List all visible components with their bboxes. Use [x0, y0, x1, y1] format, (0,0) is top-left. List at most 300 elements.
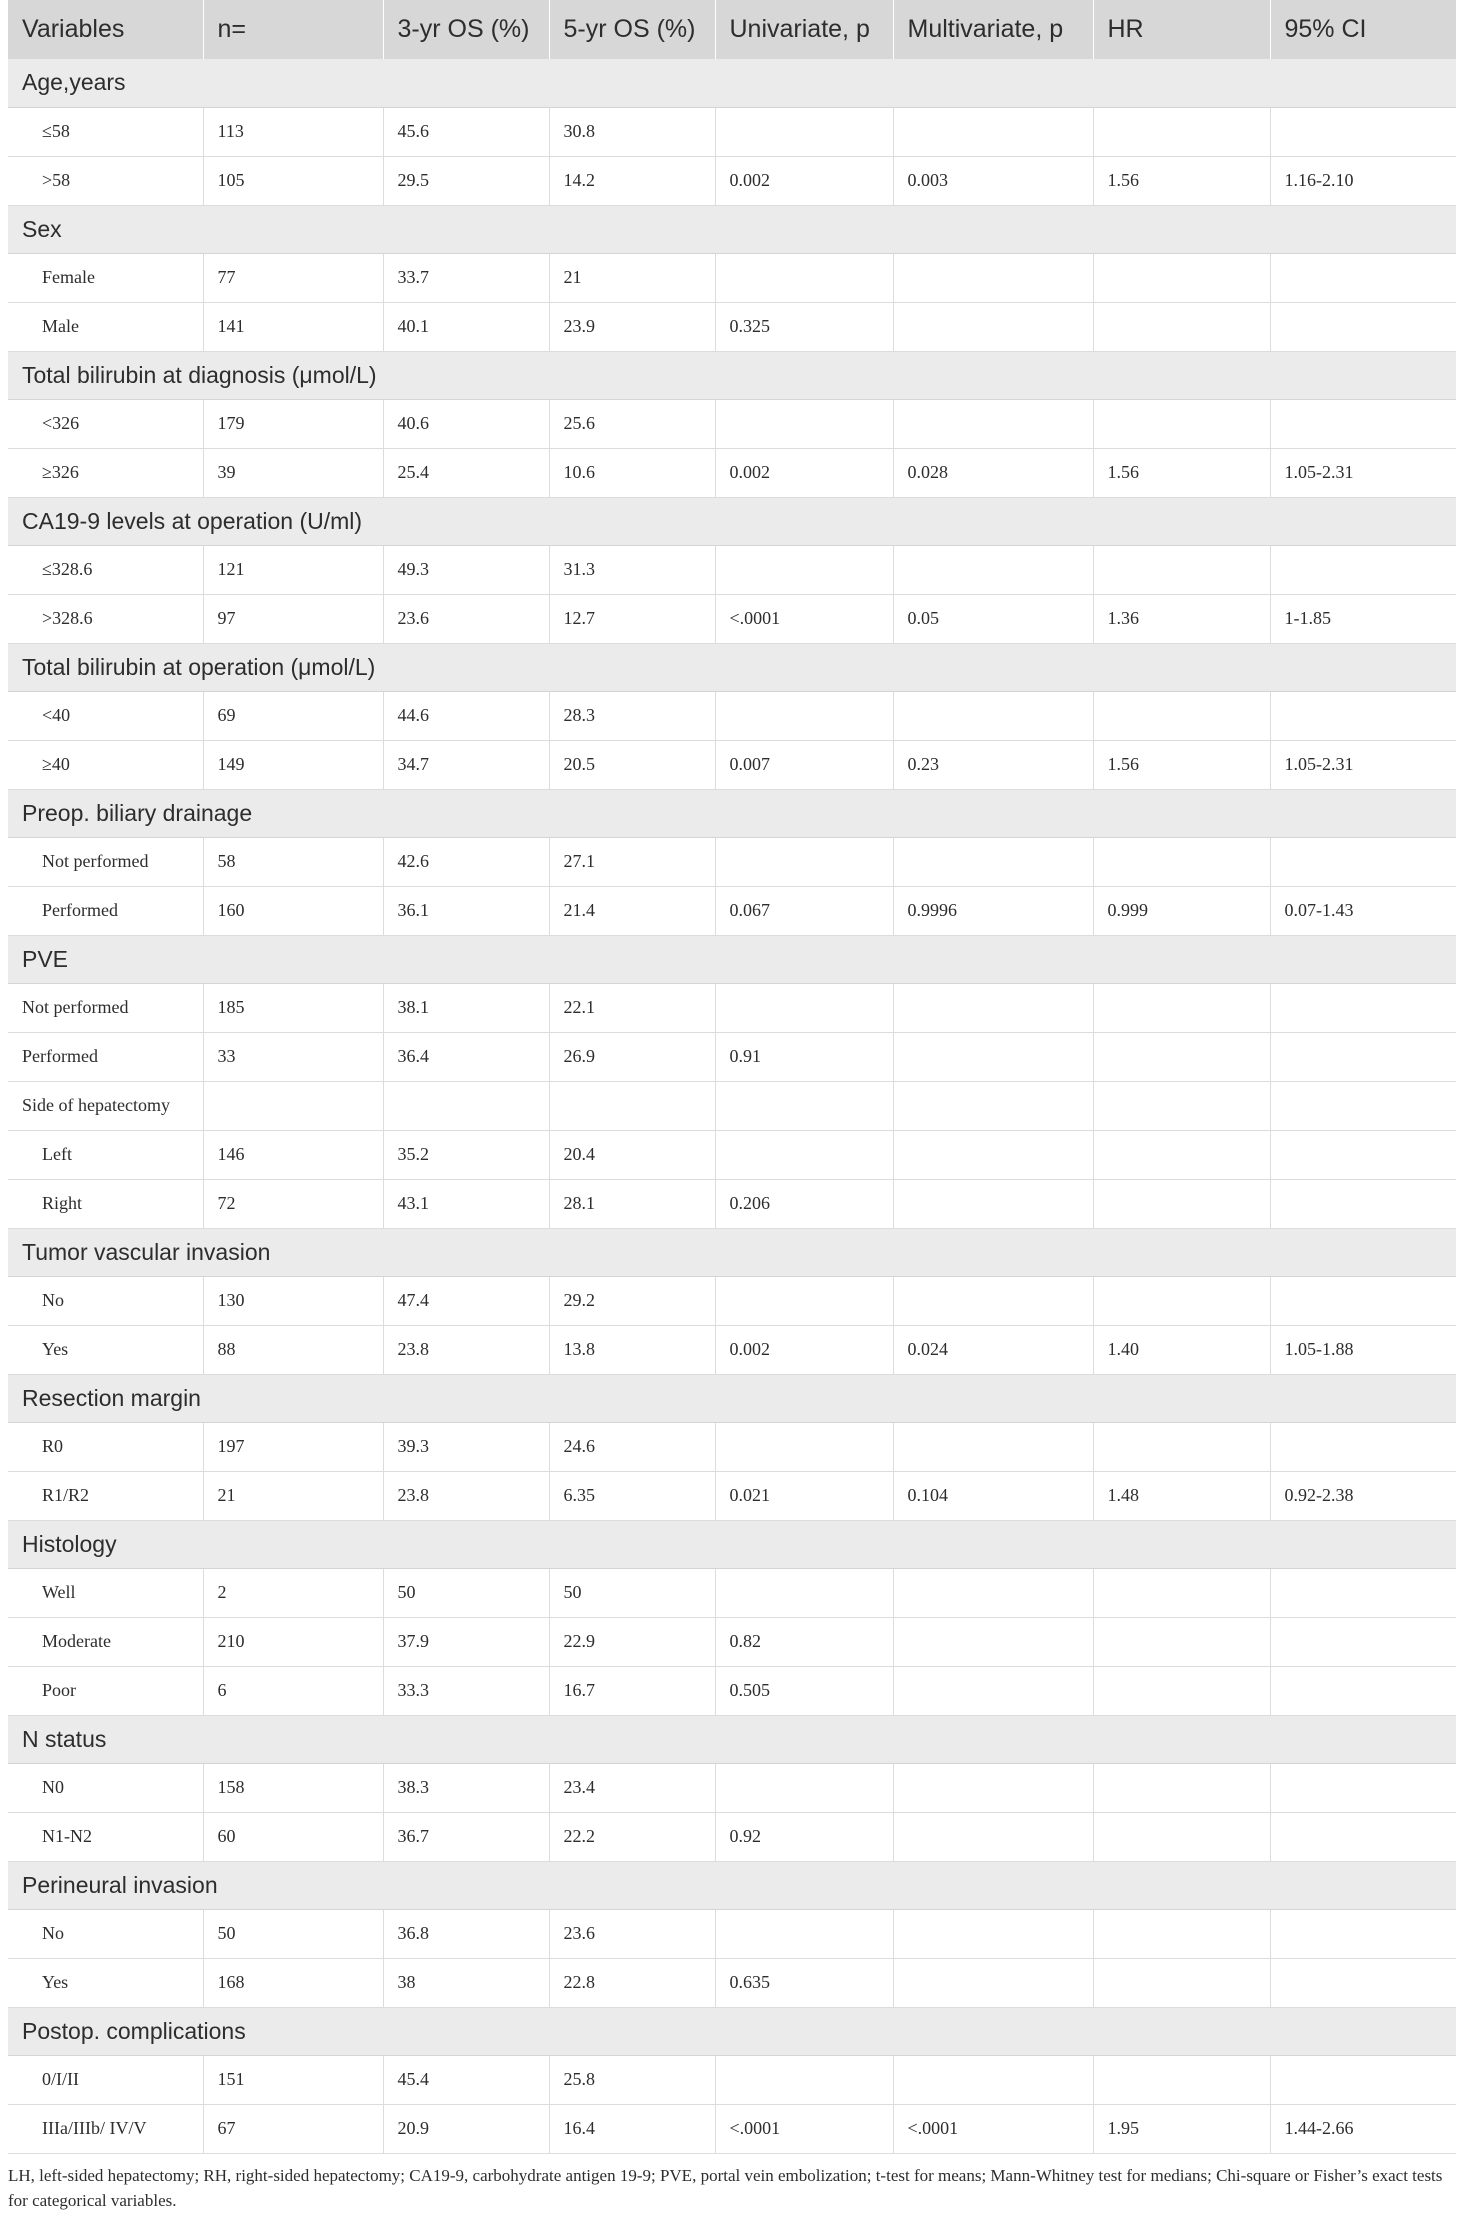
table-row — [8, 448, 1456, 497]
os5-cell: 14.2 — [549, 156, 715, 205]
section-row — [8, 2007, 1456, 2055]
table-footnote: LH, left-sided hepatectomy; RH, right-sided hepatectomy; CA19-9, carbohydrate antigen 19-9; PVE, portal vein embolization; t-test for means; Mann-Whitney test for medians; Chi-square or Fisher’s exact tests for categorical variables. — [8, 2166, 1443, 2210]
variable-cell: Poor — [8, 1666, 203, 1715]
multivariate-p-cell — [893, 1422, 1093, 1471]
ci-cell — [1270, 1958, 1456, 2007]
os5-cell: 23.4 — [549, 1763, 715, 1812]
table-row — [8, 1422, 1456, 1471]
hr-cell — [1093, 983, 1270, 1032]
variable-cell: R0 — [8, 1422, 203, 1471]
multivariate-p-cell: 0.028 — [893, 448, 1093, 497]
univariate-p-cell — [715, 545, 893, 594]
n-cell: 146 — [203, 1130, 383, 1179]
hr-cell — [1093, 1081, 1270, 1130]
univariate-p-cell: <.0001 — [715, 2104, 893, 2153]
ci-cell: 1.05-2.31 — [1270, 740, 1456, 789]
n-cell: 39 — [203, 448, 383, 497]
header-n: n= — [203, 0, 383, 59]
ci-cell — [1270, 1179, 1456, 1228]
os5-cell: 22.8 — [549, 1958, 715, 2007]
multivariate-p-cell — [893, 1763, 1093, 1812]
variable-cell: 0/I/II — [8, 2055, 203, 2104]
ci-cell — [1270, 1422, 1456, 1471]
ci-cell: 1.05-1.88 — [1270, 1325, 1456, 1374]
table-row — [8, 1763, 1456, 1812]
table-row — [8, 1130, 1456, 1179]
table-row — [8, 1568, 1456, 1617]
table-row — [8, 1958, 1456, 2007]
multivariate-p-cell: 0.23 — [893, 740, 1093, 789]
section-label: Perineural invasion — [8, 1861, 1456, 1909]
hr-cell — [1093, 1276, 1270, 1325]
ci-cell — [1270, 1081, 1456, 1130]
hr-cell: 1.95 — [1093, 2104, 1270, 2153]
os5-cell: 22.2 — [549, 1812, 715, 1861]
section-label: CA19-9 levels at operation (U/ml) — [8, 497, 1456, 545]
n-cell: 105 — [203, 156, 383, 205]
univariate-p-cell — [715, 253, 893, 302]
multivariate-p-cell — [893, 545, 1093, 594]
n-cell: 149 — [203, 740, 383, 789]
table-row — [8, 156, 1456, 205]
os3-cell: 25.4 — [383, 448, 549, 497]
hr-cell: 1.56 — [1093, 448, 1270, 497]
os5-cell: 16.7 — [549, 1666, 715, 1715]
os5-cell: 30.8 — [549, 107, 715, 156]
ci-cell: 1.16-2.10 — [1270, 156, 1456, 205]
table-row — [8, 1909, 1456, 1958]
multivariate-p-cell — [893, 1617, 1093, 1666]
variable-cell: N1-N2 — [8, 1812, 203, 1861]
hr-cell: 1.56 — [1093, 740, 1270, 789]
univariate-p-cell — [715, 1081, 893, 1130]
n-cell: 60 — [203, 1812, 383, 1861]
os5-cell: 28.1 — [549, 1179, 715, 1228]
univariate-p-cell — [715, 983, 893, 1032]
table-row — [8, 253, 1456, 302]
os3-cell: 49.3 — [383, 545, 549, 594]
hr-cell — [1093, 1666, 1270, 1715]
ci-cell — [1270, 837, 1456, 886]
variable-cell: Moderate — [8, 1617, 203, 1666]
table-row — [8, 1471, 1456, 1520]
table-body — [8, 59, 1456, 2153]
section-row — [8, 789, 1456, 837]
os3-cell: 33.7 — [383, 253, 549, 302]
variable-cell: >58 — [8, 156, 203, 205]
n-cell: 158 — [203, 1763, 383, 1812]
section-row — [8, 59, 1456, 107]
hr-cell — [1093, 1568, 1270, 1617]
multivariate-p-cell: 0.05 — [893, 594, 1093, 643]
hr-cell — [1093, 399, 1270, 448]
table-row — [8, 399, 1456, 448]
table-row — [8, 302, 1456, 351]
variable-cell: <326 — [8, 399, 203, 448]
multivariate-p-cell: 0.104 — [893, 1471, 1093, 1520]
ci-cell: 1-1.85 — [1270, 594, 1456, 643]
os3-cell: 36.7 — [383, 1812, 549, 1861]
os5-cell: 20.5 — [549, 740, 715, 789]
section-label: Total bilirubin at diagnosis (μmol/L) — [8, 351, 1456, 399]
hr-cell: 1.36 — [1093, 594, 1270, 643]
os5-cell: 21.4 — [549, 886, 715, 935]
section-row — [8, 1228, 1456, 1276]
os3-cell: 40.1 — [383, 302, 549, 351]
ci-cell — [1270, 1763, 1456, 1812]
variable-cell: Side of hepatectomy — [8, 1081, 203, 1130]
variable-cell: Left — [8, 1130, 203, 1179]
variable-cell: Performed — [8, 1032, 203, 1081]
variable-cell: N0 — [8, 1763, 203, 1812]
n-cell: 197 — [203, 1422, 383, 1471]
ci-cell — [1270, 253, 1456, 302]
section-label: N status — [8, 1715, 1456, 1763]
univariate-p-cell — [715, 691, 893, 740]
os3-cell: 45.6 — [383, 107, 549, 156]
os3-cell: 43.1 — [383, 1179, 549, 1228]
variable-cell: <40 — [8, 691, 203, 740]
variable-cell: Right — [8, 1179, 203, 1228]
variable-cell: Male — [8, 302, 203, 351]
univariate-p-cell: 0.82 — [715, 1617, 893, 1666]
hr-cell — [1093, 1958, 1270, 2007]
table-row — [8, 2104, 1456, 2153]
ci-cell — [1270, 691, 1456, 740]
hr-cell — [1093, 253, 1270, 302]
multivariate-p-cell — [893, 107, 1093, 156]
univariate-p-cell — [715, 1276, 893, 1325]
univariate-p-cell: 0.002 — [715, 1325, 893, 1374]
os3-cell: 23.8 — [383, 1471, 549, 1520]
hr-cell — [1093, 1422, 1270, 1471]
hr-cell — [1093, 1812, 1270, 1861]
os3-cell: 36.4 — [383, 1032, 549, 1081]
table-row — [8, 740, 1456, 789]
section-label: Preop. biliary drainage — [8, 789, 1456, 837]
section-label: Sex — [8, 205, 1456, 253]
n-cell: 33 — [203, 1032, 383, 1081]
section-row — [8, 1374, 1456, 1422]
os5-cell: 6.35 — [549, 1471, 715, 1520]
hr-cell — [1093, 1130, 1270, 1179]
section-row — [8, 205, 1456, 253]
univariate-p-cell: 0.007 — [715, 740, 893, 789]
multivariate-p-cell: 0.024 — [893, 1325, 1093, 1374]
os3-cell: 38.1 — [383, 983, 549, 1032]
variable-cell: No — [8, 1909, 203, 1958]
hr-cell: 1.48 — [1093, 1471, 1270, 1520]
ci-cell — [1270, 399, 1456, 448]
hr-cell — [1093, 2055, 1270, 2104]
ci-cell — [1270, 302, 1456, 351]
os3-cell: 23.8 — [383, 1325, 549, 1374]
section-row — [8, 1520, 1456, 1568]
os5-cell: 26.9 — [549, 1032, 715, 1081]
n-cell: 77 — [203, 253, 383, 302]
hr-cell: 1.56 — [1093, 156, 1270, 205]
multivariate-p-cell — [893, 399, 1093, 448]
multivariate-p-cell — [893, 1032, 1093, 1081]
multivariate-p-cell: <.0001 — [893, 2104, 1093, 2153]
table-row — [8, 1032, 1456, 1081]
n-cell: 97 — [203, 594, 383, 643]
hr-cell: 0.999 — [1093, 886, 1270, 935]
variable-cell: No — [8, 1276, 203, 1325]
multivariate-p-cell — [893, 253, 1093, 302]
os3-cell: 45.4 — [383, 2055, 549, 2104]
ci-cell — [1270, 107, 1456, 156]
variable-cell: Not performed — [8, 837, 203, 886]
n-cell: 130 — [203, 1276, 383, 1325]
os5-cell: 22.1 — [549, 983, 715, 1032]
variable-cell: ≤58 — [8, 107, 203, 156]
os3-cell: 39.3 — [383, 1422, 549, 1471]
ci-cell — [1270, 1812, 1456, 1861]
ci-cell — [1270, 983, 1456, 1032]
variable-cell: Performed — [8, 886, 203, 935]
os5-cell: 25.6 — [549, 399, 715, 448]
os5-cell: 13.8 — [549, 1325, 715, 1374]
multivariate-p-cell — [893, 1179, 1093, 1228]
n-cell: 58 — [203, 837, 383, 886]
variable-cell: ≥40 — [8, 740, 203, 789]
n-cell: 88 — [203, 1325, 383, 1374]
os3-cell: 36.1 — [383, 886, 549, 935]
n-cell: 185 — [203, 983, 383, 1032]
n-cell: 113 — [203, 107, 383, 156]
os3-cell: 33.3 — [383, 1666, 549, 1715]
variable-cell: Female — [8, 253, 203, 302]
univariate-p-cell: 0.505 — [715, 1666, 893, 1715]
table-row — [8, 1812, 1456, 1861]
ci-cell — [1270, 1130, 1456, 1179]
ci-cell: 1.05-2.31 — [1270, 448, 1456, 497]
section-row — [8, 497, 1456, 545]
os5-cell: 27.1 — [549, 837, 715, 886]
os3-cell — [383, 1081, 549, 1130]
ci-cell: 0.92-2.38 — [1270, 1471, 1456, 1520]
n-cell: 210 — [203, 1617, 383, 1666]
variable-cell: Well — [8, 1568, 203, 1617]
survival-analysis-table — [8, 0, 1456, 2154]
section-label: Resection margin — [8, 1374, 1456, 1422]
os3-cell: 35.2 — [383, 1130, 549, 1179]
univariate-p-cell — [715, 1130, 893, 1179]
variable-cell: Yes — [8, 1325, 203, 1374]
os5-cell: 25.8 — [549, 2055, 715, 2104]
multivariate-p-cell: 0.003 — [893, 156, 1093, 205]
multivariate-p-cell — [893, 1812, 1093, 1861]
table-row — [8, 1081, 1456, 1130]
univariate-p-cell — [715, 837, 893, 886]
multivariate-p-cell — [893, 983, 1093, 1032]
os3-cell: 38.3 — [383, 1763, 549, 1812]
header-5yr-os: 5-yr OS (%) — [549, 0, 715, 59]
univariate-p-cell — [715, 1763, 893, 1812]
ci-cell — [1270, 545, 1456, 594]
n-cell: 168 — [203, 1958, 383, 2007]
ci-cell — [1270, 1617, 1456, 1666]
multivariate-p-cell — [893, 1568, 1093, 1617]
n-cell: 121 — [203, 545, 383, 594]
hr-cell: 1.40 — [1093, 1325, 1270, 1374]
header-variables: Variables — [8, 0, 203, 59]
variable-cell: Not performed — [8, 983, 203, 1032]
n-cell: 179 — [203, 399, 383, 448]
os5-cell: 21 — [549, 253, 715, 302]
section-label: Age,years — [8, 59, 1456, 107]
table-row — [8, 1179, 1456, 1228]
table-row — [8, 1617, 1456, 1666]
section-row — [8, 1715, 1456, 1763]
multivariate-p-cell — [893, 1958, 1093, 2007]
os5-cell — [549, 1081, 715, 1130]
os5-cell: 12.7 — [549, 594, 715, 643]
n-cell: 50 — [203, 1909, 383, 1958]
univariate-p-cell — [715, 2055, 893, 2104]
table-header-row — [8, 0, 1456, 59]
variable-cell: R1/R2 — [8, 1471, 203, 1520]
header-hr: HR — [1093, 0, 1270, 59]
multivariate-p-cell — [893, 1276, 1093, 1325]
table-row — [8, 2055, 1456, 2104]
section-row — [8, 935, 1456, 983]
ci-cell — [1270, 1568, 1456, 1617]
header-univariate-p: Univariate, p — [715, 0, 893, 59]
hr-cell — [1093, 691, 1270, 740]
os5-cell: 10.6 — [549, 448, 715, 497]
univariate-p-cell: 0.002 — [715, 448, 893, 497]
univariate-p-cell: 0.635 — [715, 1958, 893, 2007]
multivariate-p-cell — [893, 1130, 1093, 1179]
hr-cell — [1093, 1763, 1270, 1812]
univariate-p-cell — [715, 1422, 893, 1471]
section-row — [8, 643, 1456, 691]
section-label: Histology — [8, 1520, 1456, 1568]
os3-cell: 29.5 — [383, 156, 549, 205]
variable-cell: >328.6 — [8, 594, 203, 643]
section-label: Postop. complications — [8, 2007, 1456, 2055]
os5-cell: 31.3 — [549, 545, 715, 594]
multivariate-p-cell: 0.9996 — [893, 886, 1093, 935]
os5-cell: 16.4 — [549, 2104, 715, 2153]
variable-cell: ≥326 — [8, 448, 203, 497]
header-95-ci: 95% CI — [1270, 0, 1456, 59]
os3-cell: 50 — [383, 1568, 549, 1617]
table-row — [8, 983, 1456, 1032]
os5-cell: 50 — [549, 1568, 715, 1617]
variable-cell: Yes — [8, 1958, 203, 2007]
n-cell: 69 — [203, 691, 383, 740]
table-row — [8, 837, 1456, 886]
hr-cell — [1093, 302, 1270, 351]
n-cell — [203, 1081, 383, 1130]
section-row — [8, 351, 1456, 399]
variable-cell: IIIa/IIIb/ IV/V — [8, 2104, 203, 2153]
n-cell: 21 — [203, 1471, 383, 1520]
hr-cell — [1093, 545, 1270, 594]
multivariate-p-cell — [893, 1909, 1093, 1958]
univariate-p-cell: 0.325 — [715, 302, 893, 351]
univariate-p-cell: 0.021 — [715, 1471, 893, 1520]
os5-cell: 23.6 — [549, 1909, 715, 1958]
hr-cell — [1093, 1909, 1270, 1958]
os5-cell: 20.4 — [549, 1130, 715, 1179]
table-row — [8, 1325, 1456, 1374]
univariate-p-cell — [715, 107, 893, 156]
os5-cell: 28.3 — [549, 691, 715, 740]
ci-cell — [1270, 2055, 1456, 2104]
header-multivariate-p: Multivariate, p — [893, 0, 1093, 59]
univariate-p-cell: 0.067 — [715, 886, 893, 935]
multivariate-p-cell — [893, 2055, 1093, 2104]
ci-cell: 0.07-1.43 — [1270, 886, 1456, 935]
table-row — [8, 594, 1456, 643]
hr-cell — [1093, 1032, 1270, 1081]
hr-cell — [1093, 107, 1270, 156]
univariate-p-cell: 0.92 — [715, 1812, 893, 1861]
n-cell: 6 — [203, 1666, 383, 1715]
multivariate-p-cell — [893, 837, 1093, 886]
ci-cell — [1270, 1276, 1456, 1325]
table-row — [8, 1276, 1456, 1325]
multivariate-p-cell — [893, 302, 1093, 351]
univariate-p-cell: 0.91 — [715, 1032, 893, 1081]
os5-cell: 29.2 — [549, 1276, 715, 1325]
n-cell: 160 — [203, 886, 383, 935]
os3-cell: 40.6 — [383, 399, 549, 448]
os3-cell: 23.6 — [383, 594, 549, 643]
section-label: Tumor vascular invasion — [8, 1228, 1456, 1276]
hr-cell — [1093, 1617, 1270, 1666]
ci-cell — [1270, 1666, 1456, 1715]
univariate-p-cell: 0.002 — [715, 156, 893, 205]
n-cell: 2 — [203, 1568, 383, 1617]
univariate-p-cell — [715, 1909, 893, 1958]
os5-cell: 24.6 — [549, 1422, 715, 1471]
multivariate-p-cell — [893, 1081, 1093, 1130]
os3-cell: 47.4 — [383, 1276, 549, 1325]
section-row — [8, 1861, 1456, 1909]
univariate-p-cell: <.0001 — [715, 594, 893, 643]
ci-cell: 1.44-2.66 — [1270, 2104, 1456, 2153]
os3-cell: 36.8 — [383, 1909, 549, 1958]
section-label: Total bilirubin at operation (μmol/L) — [8, 643, 1456, 691]
os3-cell: 34.7 — [383, 740, 549, 789]
univariate-p-cell — [715, 399, 893, 448]
table-row — [8, 545, 1456, 594]
os5-cell: 23.9 — [549, 302, 715, 351]
multivariate-p-cell — [893, 691, 1093, 740]
os3-cell: 38 — [383, 1958, 549, 2007]
n-cell: 151 — [203, 2055, 383, 2104]
hr-cell — [1093, 837, 1270, 886]
section-label: PVE — [8, 935, 1456, 983]
univariate-p-cell: 0.206 — [715, 1179, 893, 1228]
ci-cell — [1270, 1032, 1456, 1081]
hr-cell — [1093, 1179, 1270, 1228]
table-row — [8, 886, 1456, 935]
ci-cell — [1270, 1909, 1456, 1958]
os3-cell: 20.9 — [383, 2104, 549, 2153]
os3-cell: 37.9 — [383, 1617, 549, 1666]
multivariate-p-cell — [893, 1666, 1093, 1715]
table-row — [8, 107, 1456, 156]
os3-cell: 42.6 — [383, 837, 549, 886]
os3-cell: 44.6 — [383, 691, 549, 740]
variable-cell: ≤328.6 — [8, 545, 203, 594]
